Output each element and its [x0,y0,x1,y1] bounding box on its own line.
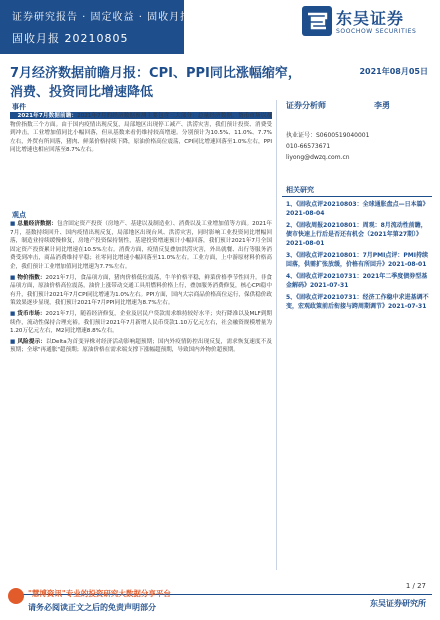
risk-head: 风险提示： [17,338,46,345]
views-body [10,220,272,357]
bullet-icon: ■ [10,338,18,345]
related-research-list [286,200,432,314]
views-p3: 2021年7月，随着经济修复，企业及居民户贷款需求维持较好水平；央行降准以及MLF到期续作，流动性保持合理充裕。我们预计2021年7月新增人民币贷款1.10万亿元左右，社会融资规模增量为1.20万亿元左右，M2同比增速8.8%左右。 [10,310,272,335]
watermark-logo-icon [8,588,24,604]
events-text: 2021年7月的经济数据预测主要包含三大部分：总量经济数据，货币市场以及物价指数三个方面。由于国内疫情出现反复，局部地区出现停工减产、洪涝灾害，我们预计投资、消费受到冲击，工业增加值同比小幅回落，但从基数来看仍维持较高增速。分别预计为10.5%、11.0%、7.7%左右，外贸有所回落，猪肉、鲜菜价格持续下降，原油价格高位震荡，CPI同比增速回落至1.0%左右，PPI同比增速也相应回落至8.7%左右。 [10,113,273,154]
analyst-license: 执业证号：S0600519040001 [286,132,370,139]
brand-name-en: SOOCHOW SECURITIES [336,28,417,35]
related-research-label: 相关研究 [286,186,314,194]
analyst-contact [286,130,431,163]
views-label: 观点 [12,211,26,219]
brand-logo [302,4,432,42]
related-item[interactable]: 2、《固收周报20210801：周观：8月流动性前瞻，债市快速上行后是否还有机会（2021年第27期）》2021-08-01 [286,222,427,247]
analyst-name: 李勇 [374,101,390,110]
sidebar-divider [276,100,277,570]
related-research-header [282,185,432,197]
bullet-icon: ■ [10,274,18,281]
report-date: 2021年08月05日 [359,67,428,76]
brand-mark-icon [302,6,332,36]
watermark-line2: 请务必阅读正文之后的免责声明部分 [28,603,156,612]
report-tag-box [0,0,192,54]
related-item[interactable]: 5、《固收点评20210731：经济工作稳中求进基调不变，宏观政策前后衔接与跨周期调节》2021-07-31 [286,294,429,310]
analyst-block [282,100,432,130]
report-category: 证券研究报告 · 固定收益 · 固收月报 [12,12,192,23]
footer-brand: 东吴证券研究所 [370,599,426,608]
analyst-phone: 010-66573671 [286,143,331,150]
bullet-icon: ■ [10,221,18,227]
analyst-email[interactable]: liyong@dwzq.com.cn [286,154,350,161]
related-item[interactable]: 1、《固收点评20210803：全球通胀盘点—日本篇》2021-08-04 [286,201,429,217]
related-item[interactable]: 4、《固收点评20210731：2021年二季度债券型基金解码》2021-07-31 [286,273,428,289]
page-number: 1 / 27 [405,582,426,590]
analyst-label: 证券分析师 [286,101,326,110]
views-p2-head: 物价指数： [17,274,46,281]
page-title: 7月经济数据前瞻月报：CPI、PPI同比涨幅缩窄，消费、投资同比增速降低 [10,66,301,100]
events-body [10,112,272,157]
watermark-banner [8,586,238,618]
views-p1: 包含固定资产投资（房地产、基建以及制造业）、消费以及工业增加值等方面。2021年7月，基数持续回升、国内疫情出现反复，局部地区出现台风、洪涝灾害，同时影响工业投资同比增幅回落，制造业持续缓慢修复，房地产投资保持韧性，基建投资增速预计小幅回落，我们预计2021年7月全国固定资产投资累计同比增速在10.5%左右。消费方面，疫情反复叠加洪涝灾害，外出就餐、出行等服务消费受到冲击，商品消费维持平稳；社零同比增速小幅回落至11.0%左右。工业方面，上中游原材料价格高企，我们预计工业增加值同比增速为7.7%左右。 [10,221,272,270]
watermark-line1: "慧博资讯"专业的投资研究大数据分享平台 [28,589,171,598]
bullet-icon: ■ [10,113,18,119]
related-item[interactable]: 3、《固收点评20210801：7月PMI点评：PMI持续回落，供需扩张放缓，价格有所回升》2021-08-01 [286,252,428,268]
events-label: 事件 [12,103,26,111]
bullet-icon: ■ [10,310,18,317]
risk-text: 以Delta为首变异株对经济活动影响超预期；国内外疫情防控出现反复，需求恢复速度不及预期；全球"再通胀"超预期；原油价格在需求端支撑下涨幅超预期，导致国内外物价超预期。 [10,338,272,354]
views-p1-head: 总量经济数据： [17,221,57,227]
events-bullet: 2021年7月数据前瞻： [17,113,78,119]
brand-name: 东吴证券 [336,9,405,28]
views-p2: 2021年7月，食品项方面，猪肉价格低位震荡，牛羊价格平稳，鲜菜价格季节性回升。非食品项方面，原油价格高位震荡，油价上涨带动交通工具用燃料价格上行，叠加服务消费修复，核心CPI稳中有升，我们预计2021年7月CPI同比增速为1.0%左右。PPI方面，国内大宗商品价格高位运行，保供稳价政策效果逐步显现，我们预计2021年7月PPI同比增速为8.7%左右。 [10,274,272,307]
views-p3-head: 货币市场： [17,310,46,317]
report-id: 固收月报 20210805 [12,32,129,45]
